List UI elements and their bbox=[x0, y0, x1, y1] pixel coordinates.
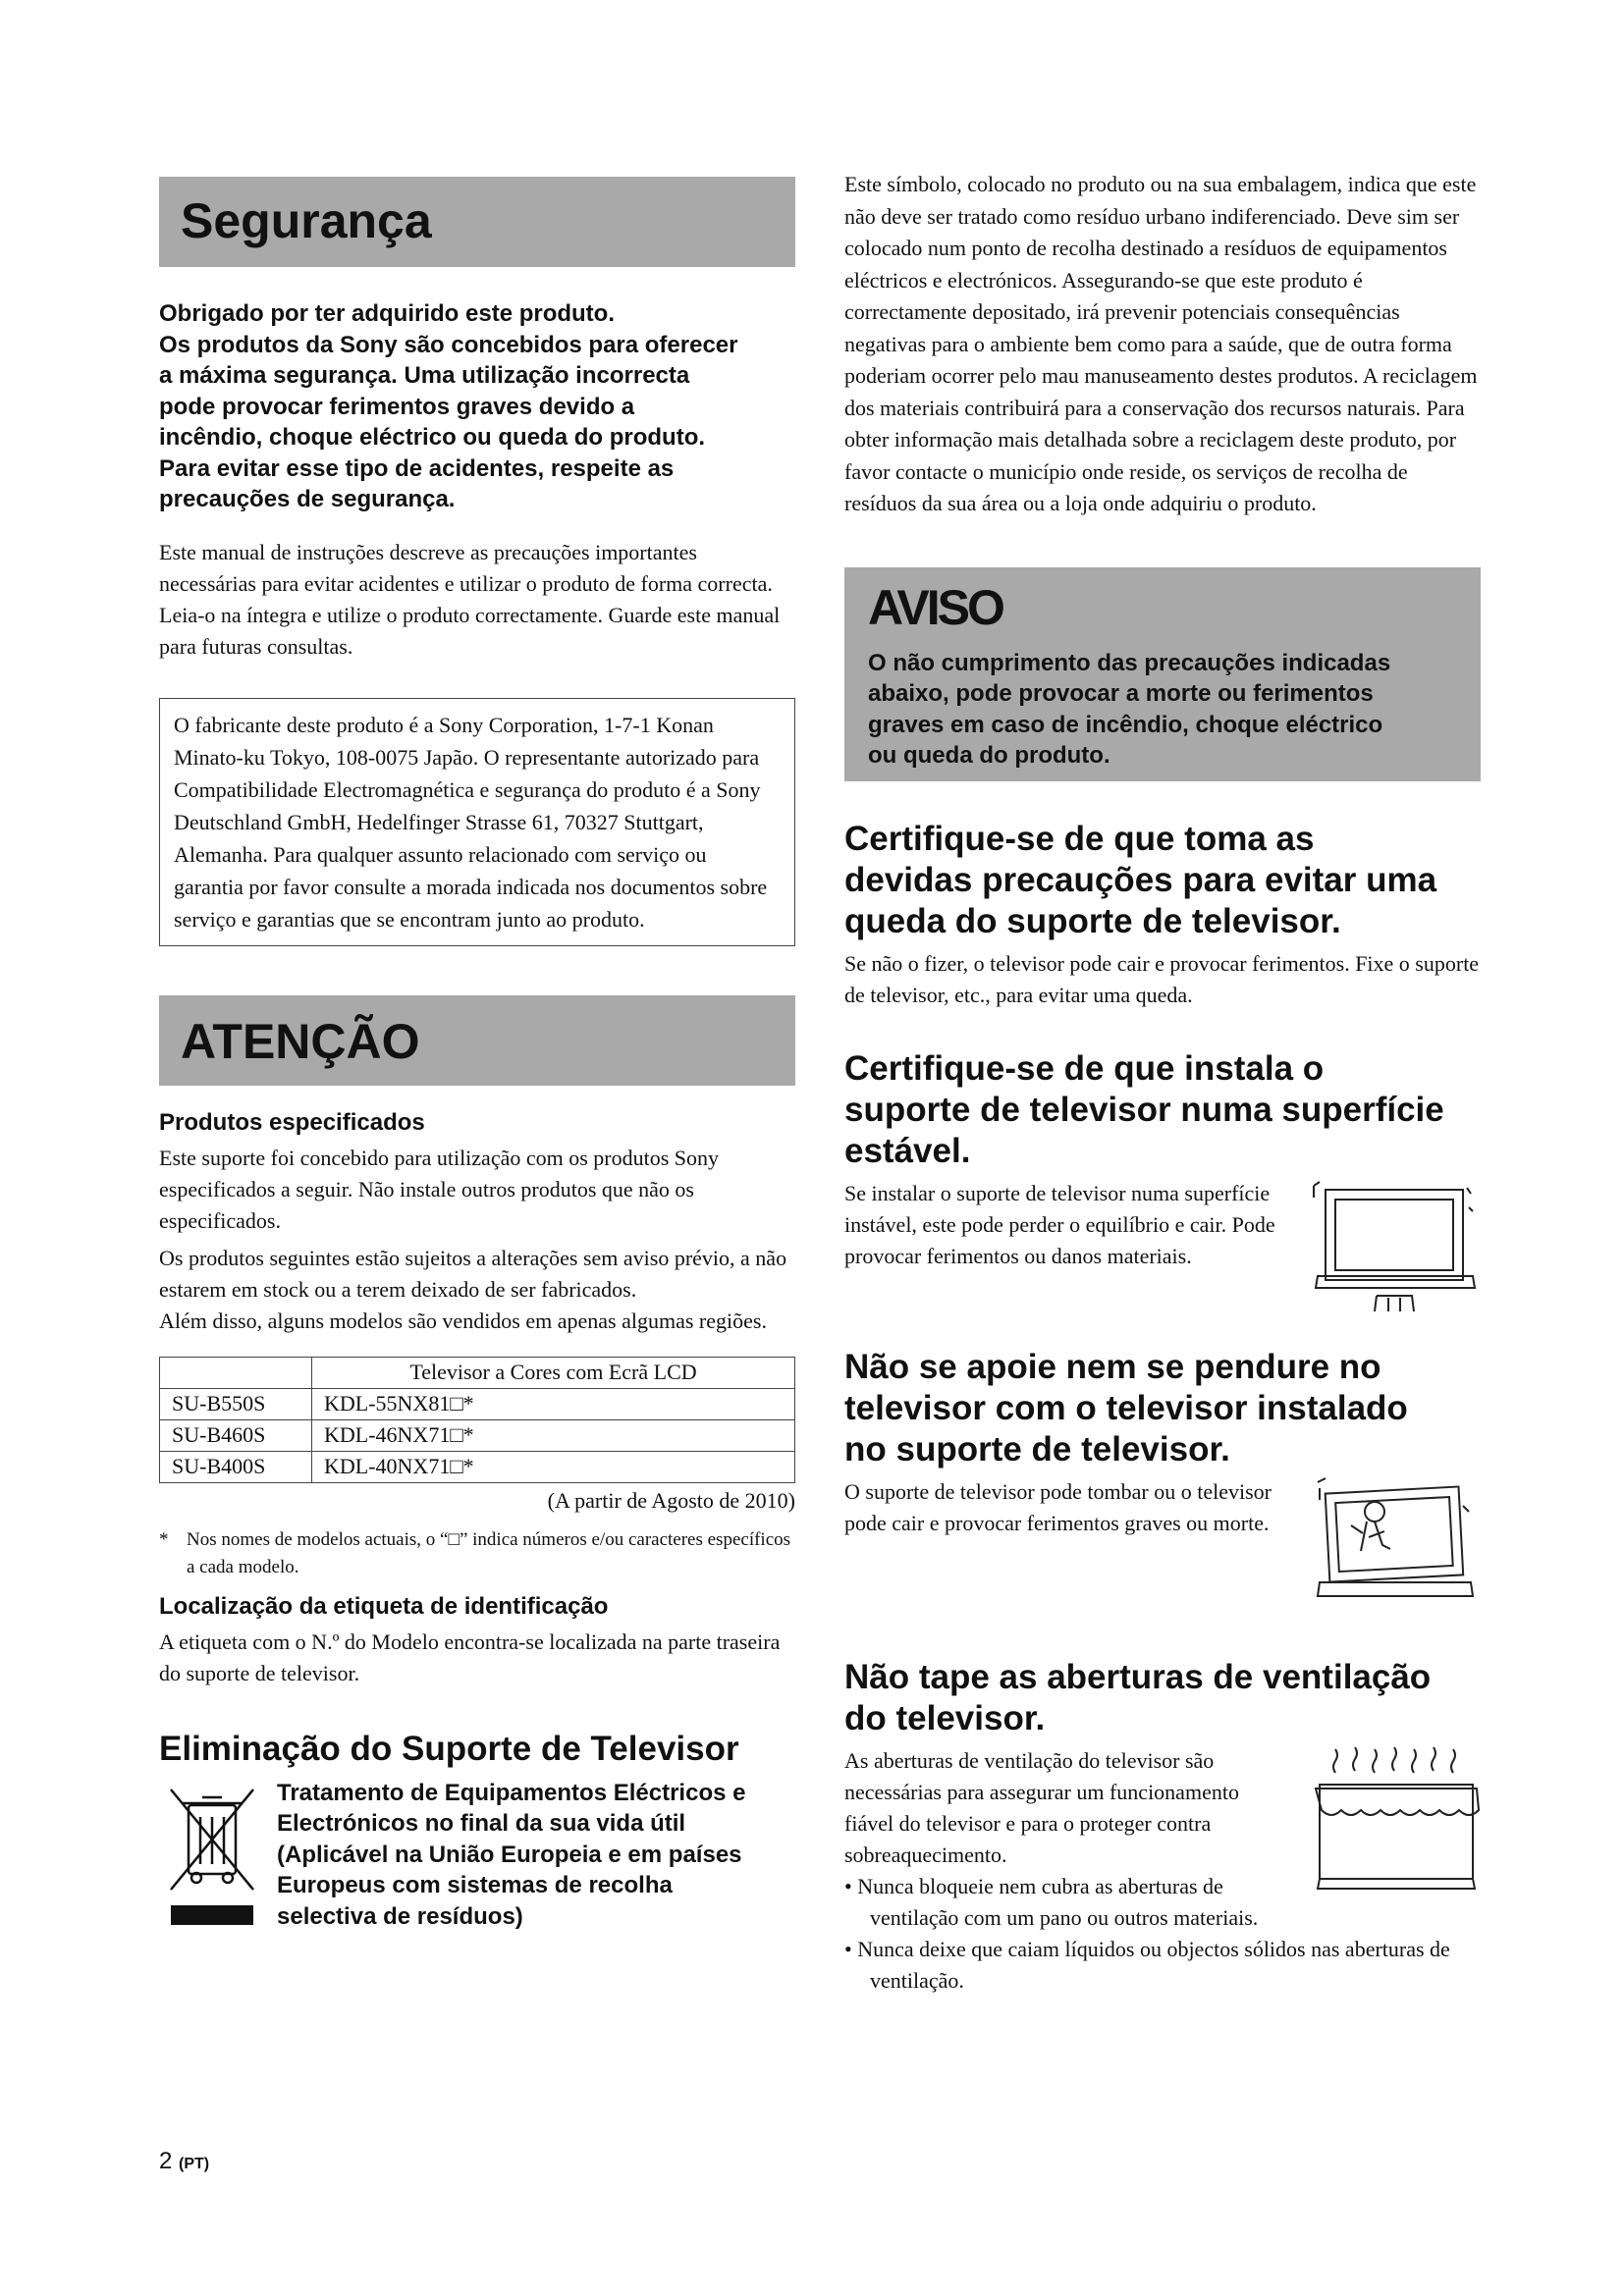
tv-model: KDL-46NX71□* bbox=[312, 1419, 795, 1451]
safety-lead bbox=[159, 298, 795, 515]
table-row bbox=[160, 1388, 795, 1419]
weee-line: Electrónicos no final da sua vida útil bbox=[277, 1810, 686, 1837]
aviso-line: abaixo, pode provocar a morte ou ferimentos bbox=[868, 680, 1374, 707]
section-vent-heading bbox=[844, 1657, 1481, 1739]
table-header-row bbox=[160, 1357, 795, 1388]
page-number: 2 bbox=[159, 2148, 173, 2174]
footnote-text: Nos nomes de modelos actuais, o “□” indica números e/ou caracteres específicos a cada modelo. bbox=[187, 1528, 791, 1577]
aviso-title: AVISO bbox=[868, 579, 1002, 635]
tv-model: KDL-55NX81□* bbox=[312, 1388, 795, 1419]
stand-model: SU-B460S bbox=[160, 1419, 312, 1451]
crossed-bin-icon bbox=[163, 1784, 261, 1931]
right-column bbox=[844, 169, 1481, 1997]
weee-line: selectiva de resíduos) bbox=[277, 1902, 523, 1930]
section-vent-body bbox=[844, 1745, 1481, 1997]
heading-line: do televisor. bbox=[844, 1698, 1046, 1737]
footnote-mark: * bbox=[159, 1528, 169, 1550]
heading-line: queda do suporte de televisor. bbox=[844, 901, 1341, 940]
stand-model: SU-B550S bbox=[160, 1388, 312, 1419]
page-language: (PT) bbox=[179, 2156, 210, 2172]
lead-line: incêndio, choque eléctrico ou queda do produto. bbox=[159, 424, 706, 451]
page-footer bbox=[159, 2148, 209, 2175]
lead-line: Os produtos da Sony são concebidos para oferecer bbox=[159, 331, 738, 358]
intro-paragraph: Este manual de instruções descreve as precauções importantes necessárias para evitar acidentes e utilizar o produto de forma correcta. Leia-o na íntegra e utilize o produto correctamente. Guarde este manual para futuras consultas. bbox=[159, 539, 781, 659]
produtos-paragraph-2: Os produtos seguintes estão sujeitos a alterações sem aviso prévio, a não estarem em stock ou a terem deixado de ser fabricados. bbox=[159, 1245, 787, 1302]
heading-line: Não tape as aberturas de ventilação bbox=[844, 1657, 1432, 1696]
aviso-line: ou queda do produto. bbox=[868, 742, 1110, 769]
vent-bullet-2: • Nunca deixe que caiam líquidos ou objectos sólidos nas aberturas de ventilação. bbox=[844, 1936, 1450, 1993]
aviso-text bbox=[868, 648, 1457, 772]
table-row bbox=[160, 1451, 795, 1482]
footnote bbox=[159, 1526, 795, 1581]
section-stable-heading bbox=[844, 1048, 1481, 1172]
table-header-empty bbox=[160, 1357, 312, 1388]
section-lean-text: O suporte de televisor pode tombar ou o televisor pode cair e provocar ferimentos graves ou morte. bbox=[844, 1478, 1272, 1535]
heading-line: suporte de televisor numa superfície bbox=[844, 1090, 1444, 1129]
weee-line: Europeus com sistemas de recolha bbox=[277, 1872, 673, 1898]
manufacturer-box: O fabricante deste produto é a Sony Corporation, 1-7-1 Konan Minato-ku Tokyo, 108-0075 Japão. O representante autorizado para Compatibilidade Electromagnética e segurança do produto é a Sony Deutschland GmbH, Hedelfinger Strasse 61, 70327 Stuttgart, Alemanha. Para qualquer assunto relacionado com serviço ou garantia por favor consulte a morada indicada nos documentos sobre serviço e garantias que se encontram junto ao produto. bbox=[159, 698, 795, 946]
section-fall-heading bbox=[844, 819, 1481, 942]
lead-line: Obrigado por ter adquirido este produto. bbox=[159, 300, 616, 327]
lead-line: pode provocar ferimentos graves devido a bbox=[159, 393, 635, 420]
models-table bbox=[159, 1357, 795, 1483]
atencao-title: ATENÇÃO bbox=[181, 1013, 420, 1069]
etiqueta-text: A etiqueta com o N.º do Modelo encontra-se localizada na parte traseira do suporte de televisor. bbox=[159, 1629, 781, 1685]
aviso-line: graves em caso de incêndio, choque eléctrico bbox=[868, 711, 1383, 738]
produtos-heading: Produtos especificados bbox=[159, 1108, 425, 1136]
heading-line: Não se apoie nem se pendure no bbox=[844, 1347, 1381, 1386]
seguranca-banner bbox=[159, 177, 795, 267]
seguranca-title: Segurança bbox=[181, 193, 432, 248]
table-date: (A partir de Agosto de 2010) bbox=[547, 1487, 795, 1513]
left-column bbox=[159, 177, 795, 1935]
section-vent-text: As aberturas de ventilação do televisor são necessárias para assegurar um funcionamento fiável do televisor e para o proteger contra sobreaquecimento. bbox=[844, 1747, 1239, 1867]
symbol-paragraph: Este símbolo, colocado no produto ou na sua embalagem, indica que este não deve ser tratado como resíduo urbano indiferenciado. Deve sim ser colocado num ponto de recolha destinado a resíduos de equipamentos eléctricos e electrónicos. Assegurando-se que este produto é correctamente depositado, irá prevenir potenciais consequências negativas para o ambiente bem como para a saúde, que de outra forma poderiam ocorrer pelo mau manuseamento destes produtos. A reciclagem dos materiais contribuirá para a conservação dos recursos naturais. Para obter informação mais detalhada sobre a reciclagem deste produto, por favor contacte o município onde reside, os serviços de recolha de resíduos da sua área ou a loja onde adquiriu o produto. bbox=[844, 172, 1478, 515]
produtos-paragraph-3: Além disso, alguns modelos são vendidos em apenas algumas regiões. bbox=[159, 1308, 767, 1333]
eliminacao-title: Eliminação do Suporte de Televisor bbox=[159, 1729, 739, 1768]
heading-line: devidas precauções para evitar uma bbox=[844, 860, 1437, 899]
bullet-text: Nunca bloqueie nem cubra as aberturas de ventilação com um pano ou outros materiais. bbox=[857, 1873, 1259, 1930]
section-fall-text: Se não o fizer, o televisor pode cair e provocar ferimentos. Fixe o suporte de televisor, etc., para evitar uma queda. bbox=[844, 950, 1480, 1007]
section-stable-body bbox=[844, 1178, 1481, 1306]
aviso-banner bbox=[844, 567, 1481, 781]
produtos-paragraph-1: Este suporte foi concebido para utilização com os produtos Sony especificados a seguir. Não instale outros produtos que não os especificados. bbox=[159, 1145, 720, 1233]
vent-bullet-1: • Nunca bloqueie nem cubra as aberturas de ventilação com um pano ou outros materiais. bbox=[844, 1873, 1259, 1930]
heading-line: televisor com o televisor instalado bbox=[844, 1388, 1408, 1427]
tv-model: KDL-40NX71□* bbox=[312, 1451, 795, 1482]
weee-text bbox=[277, 1778, 745, 1933]
lead-line: a máxima segurança. Uma utilização incorrecta bbox=[159, 362, 690, 389]
weee-block bbox=[159, 1778, 795, 1935]
section-lean-heading bbox=[844, 1347, 1481, 1470]
table-header-cell: Televisor a Cores com Ecrã LCD bbox=[312, 1357, 795, 1388]
covered-vents-illustration bbox=[1306, 1745, 1483, 1893]
section-stable-text: Se instalar o suporte de televisor numa superfície instável, este pode perder o equilíbrio e cair. Pode provocar ferimentos ou danos materiais. bbox=[844, 1180, 1275, 1268]
heading-line: Certifique-se de que toma as bbox=[844, 819, 1315, 858]
heading-line: Certifique-se de que instala o bbox=[844, 1048, 1325, 1088]
atencao-banner bbox=[159, 995, 795, 1086]
heading-line: estável. bbox=[844, 1131, 971, 1170]
child-hanging-tv-illustration bbox=[1306, 1476, 1483, 1614]
lead-line: Para evitar esse tipo de acidentes, respeite as bbox=[159, 454, 675, 482]
etiqueta-heading: Localização da etiqueta de identificação bbox=[159, 1592, 609, 1620]
unstable-tv-illustration bbox=[1306, 1178, 1483, 1315]
section-lean-body bbox=[844, 1476, 1481, 1614]
stand-model: SU-B400S bbox=[160, 1451, 312, 1482]
heading-line: no suporte de televisor. bbox=[844, 1429, 1230, 1468]
table-row bbox=[160, 1419, 795, 1451]
weee-line: (Aplicável na União Europeia e em países bbox=[277, 1841, 742, 1868]
bullet-text: Nunca deixe que caiam líquidos ou objectos sólidos nas aberturas de ventilação. bbox=[857, 1936, 1450, 1993]
weee-line: Tratamento de Equipamentos Eléctricos e bbox=[277, 1779, 746, 1806]
lead-line: precauções de segurança. bbox=[159, 486, 456, 512]
aviso-line: O não cumprimento das precauções indicadas bbox=[868, 649, 1391, 676]
